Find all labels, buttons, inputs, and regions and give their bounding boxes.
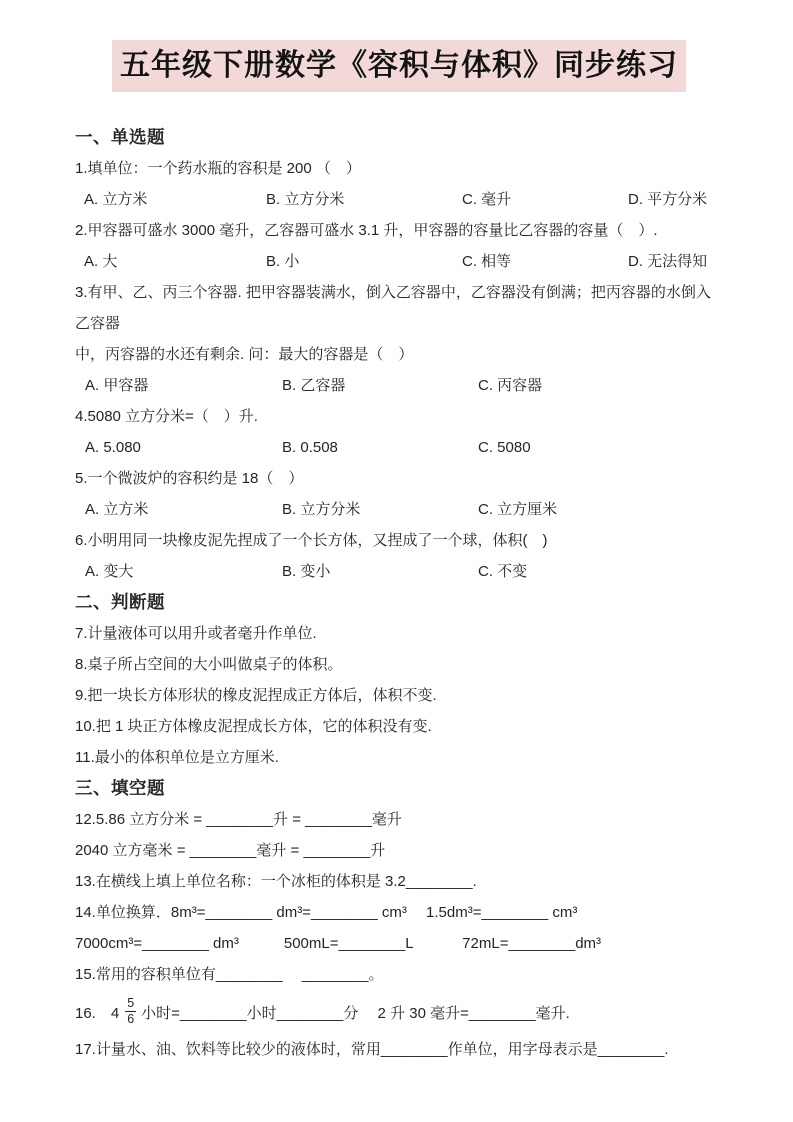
option-c: C. 相等: [462, 253, 512, 270]
question-12-line2: 2040 立方毫米 = ________毫升 = ________升: [75, 842, 386, 859]
option-c: C. 丙容器: [478, 377, 543, 394]
question-15: 15.常用的容积单位有________ ________。: [75, 966, 384, 983]
question-14-line2: 7000cm³=________ dm³ 500mL=________L 72mL=________dm³: [75, 935, 602, 952]
question-16-prefix: 16. 4: [75, 1004, 120, 1022]
option-b: B. 乙容器: [282, 377, 346, 394]
question-11: 11.最小的体积单位是立方厘米.: [75, 749, 279, 766]
option-b: B. 小: [266, 253, 300, 270]
question-8: 8.桌子所占空间的大小叫做桌子的体积。: [75, 656, 343, 673]
question-1: 1.填单位：一个药水瓶的容积是 200 （ ）: [75, 160, 361, 177]
question-17: 17.计量水、油、饮料等比较少的液体时，常用________作单位，用字母表示是________.: [75, 1041, 669, 1058]
question-16: [75, 990, 723, 1034]
option-c: C. 5080: [478, 439, 531, 456]
question-3-options: [75, 370, 723, 401]
option-a: A. 变大: [85, 563, 134, 580]
title-bar: [75, 40, 723, 92]
question-9: 9.把一块长方体形状的橡皮泥捏成正方体后，体积不变.: [75, 687, 437, 704]
question-1-options: [75, 184, 723, 215]
question-14-line1: 14.单位换算．8m³=________ dm³=________ cm³ 1.5dm³=________ cm³: [75, 904, 578, 921]
option-c: C. 立方厘米: [478, 501, 558, 518]
fraction-five-sixths: [125, 996, 136, 1026]
question-5: 5.一个微波炉的容积约是 18（ ）: [75, 470, 304, 487]
option-a: A. 5.080: [85, 439, 141, 456]
question-3-line2: 中，丙容器的水还有剩余. 问：最大的容器是（ ）: [75, 346, 414, 363]
option-b: B. 变小: [282, 563, 331, 580]
option-a: A. 大: [84, 253, 118, 270]
question-7: 7.计量液体可以用升或者毫升作单位.: [75, 625, 317, 642]
question-16-suffix: 小时=________小时________分 2 升 30 毫升=________毫升.: [141, 1004, 570, 1022]
question-12-line1: 12.5.86 立方分米 = ________升 = ________毫升: [75, 811, 402, 828]
question-6-options: [75, 556, 723, 587]
option-a: A. 立方米: [84, 191, 148, 208]
question-2-options: [75, 246, 723, 277]
fraction-numerator: 5: [127, 996, 135, 1011]
section-heading-choice: 一、单选题: [75, 127, 165, 147]
option-c: C. 不变: [478, 563, 528, 580]
option-b: B. 0.508: [282, 439, 338, 456]
option-b: B. 立方分米: [266, 191, 345, 208]
option-d: D. 无法得知: [628, 253, 708, 270]
question-3-line1: 3.有甲、乙、丙三个容器. 把甲容器装满水，倒入乙容器中，乙容器没有倒满；把丙容器的水倒入乙容器: [75, 284, 711, 332]
option-d: D. 平方分米: [628, 191, 708, 208]
question-5-options: [75, 494, 723, 525]
fraction-denominator: 6: [127, 1011, 135, 1026]
question-2: 2.甲容器可盛水 3000 毫升，乙容器可盛水 3.1 升，甲容器的容量比乙容器的容量（ ）.: [75, 222, 658, 239]
option-a: A. 立方米: [85, 501, 149, 518]
question-10: 10.把 1 块正方体橡皮泥捏成长方体，它的体积没有变.: [75, 718, 432, 735]
page-title: 五年级下册数学《容积与体积》同步练习: [112, 40, 686, 92]
section-heading-judge: 二、判断题: [75, 592, 165, 612]
question-4-options: [75, 432, 723, 463]
section-heading-fill: 三、填空题: [75, 778, 165, 798]
option-a: A. 甲容器: [85, 377, 149, 394]
option-b: B. 立方分米: [282, 501, 361, 518]
question-13: 13.在横线上填上单位名称：一个冰柜的体积是 3.2________.: [75, 873, 477, 890]
question-6: 6.小明用同一块橡皮泥先捏成了一个长方体，又捏成了一个球，体积( ): [75, 532, 548, 549]
option-c: C. 毫升: [462, 191, 512, 208]
question-4: 4.5080 立方分米=（ ）升.: [75, 408, 258, 425]
